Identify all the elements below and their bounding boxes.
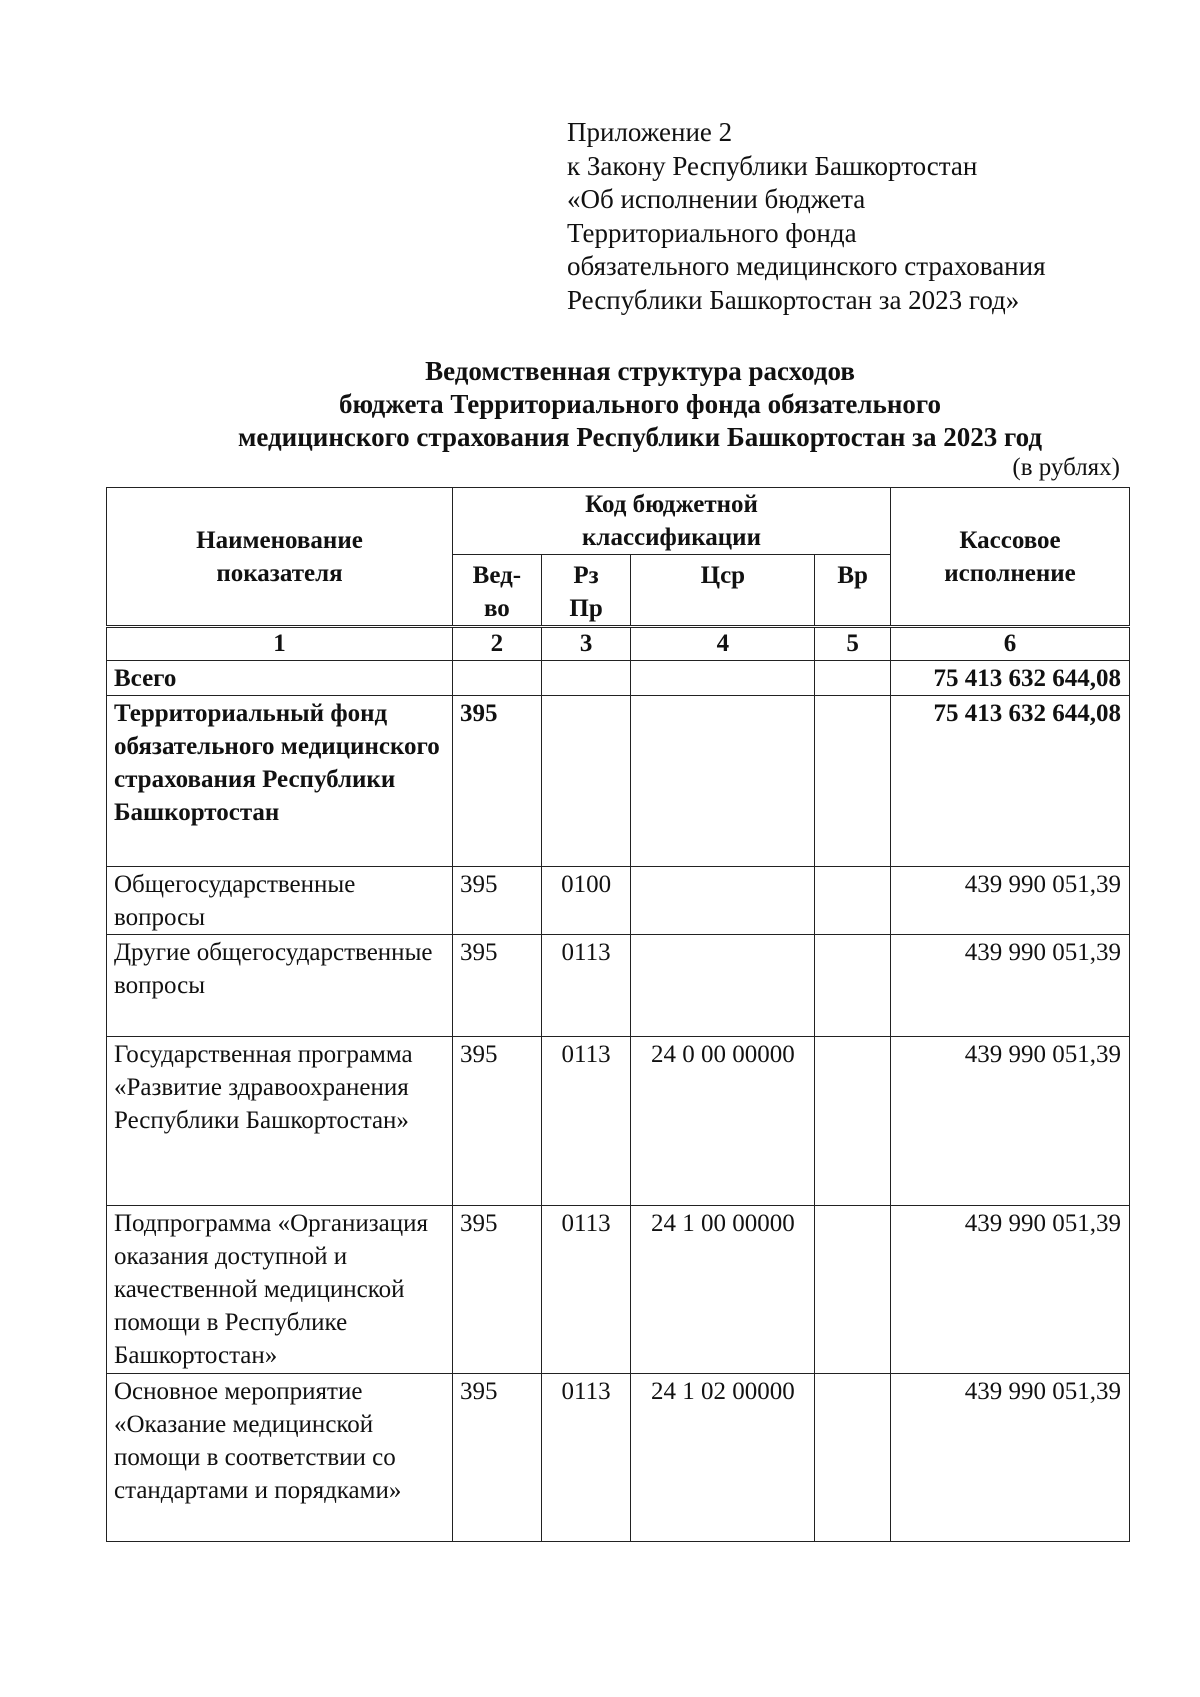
row-rzpr: 0100: [541, 867, 631, 935]
document-title: [100, 355, 1180, 454]
appendix-line: Приложение 2: [567, 117, 733, 147]
row-name: Территориальный фонд обязательного медицинского страхования Республики Башкортостан: [107, 696, 453, 867]
appendix-header: [567, 116, 1046, 317]
row-rzpr: [541, 696, 631, 867]
row-amount: 439 990 051,39: [890, 867, 1129, 935]
table-row: [107, 1037, 1130, 1206]
appendix-line: к Закону Республики Башкортостан: [567, 150, 978, 181]
row-ved: 395: [453, 1037, 542, 1206]
title-line: бюджета Территориального фонда обязательного: [339, 389, 941, 419]
row-name: Подпрограмма «Организация оказания доступной и качественной медицинской помощи в Республике Башкортостан»: [107, 1206, 453, 1374]
row-vr: [815, 1374, 891, 1542]
title-line: медицинского страхования Республики Башкортостан за 2023 год: [237, 422, 1042, 452]
column-numbers-row: [107, 628, 1130, 661]
header-rzpr: Рз Пр: [541, 555, 631, 626]
units-label: (в рублях): [1012, 454, 1120, 481]
row-rzpr: 0113: [541, 1206, 631, 1374]
appendix-line: Территориального фонда: [567, 217, 857, 248]
header-ved: Вед-во: [453, 555, 542, 626]
row-csr: [631, 867, 815, 935]
row-vr: [815, 867, 891, 935]
row-csr: 24 1 02 00000: [631, 1374, 815, 1542]
column-number: 1: [107, 628, 453, 661]
row-name: Основное мероприятие «Оказание медицинской помощи в соответствии со стандартами и порядками»: [107, 1374, 453, 1542]
column-number: 5: [815, 628, 891, 661]
row-ved: 395: [453, 1374, 542, 1542]
row-ved: 395: [453, 696, 542, 867]
header-code-group: Код бюджетной классификации: [453, 488, 891, 555]
header-vr: Вр: [815, 555, 891, 626]
row-vr: [815, 1037, 891, 1206]
row-csr: [631, 661, 815, 696]
row-vr: [815, 935, 891, 1037]
table-row: [107, 1206, 1130, 1374]
row-name: Всего: [107, 661, 453, 696]
header-cash: Кассовое исполнение: [890, 488, 1129, 626]
row-csr: [631, 935, 815, 1037]
title-line: Ведомственная структура расходов: [425, 356, 855, 386]
header-csr: Цср: [631, 555, 815, 626]
column-number: 2: [453, 628, 542, 661]
table-row: [107, 1374, 1130, 1542]
appendix-line: обязательного медицинского страхования: [567, 251, 1046, 281]
row-name: Государственная программа «Развитие здравоохранения Республики Башкортостан»: [107, 1037, 453, 1206]
table-row: [107, 661, 1130, 696]
row-name: Другие общегосударственные вопросы: [107, 935, 453, 1037]
row-amount: 439 990 051,39: [890, 935, 1129, 1037]
row-amount: 439 990 051,39: [890, 1374, 1129, 1542]
table-row: [107, 867, 1130, 935]
row-rzpr: 0113: [541, 1037, 631, 1206]
appendix-line: Республики Башкортостан за 2023 год»: [567, 284, 1020, 315]
row-rzpr: 0113: [541, 1374, 631, 1542]
row-vr: [815, 696, 891, 867]
row-csr: 24 1 00 00000: [631, 1206, 815, 1374]
row-amount: 439 990 051,39: [890, 1206, 1129, 1374]
header-name: Наименование показателя: [107, 488, 453, 626]
row-csr: 24 0 00 00000: [631, 1037, 815, 1206]
column-number: 3: [541, 628, 631, 661]
row-amount: 439 990 051,39: [890, 1037, 1129, 1206]
row-csr: [631, 696, 815, 867]
table-row: [107, 935, 1130, 1037]
row-name: Общегосударственные вопросы: [107, 867, 453, 935]
column-number: 6: [890, 628, 1129, 661]
row-ved: 395: [453, 1206, 542, 1374]
row-amount: 75 413 632 644,08: [890, 661, 1129, 696]
row-amount: 75 413 632 644,08: [890, 696, 1129, 867]
expense-table: [106, 627, 1130, 1542]
row-vr: [815, 1206, 891, 1374]
row-ved: 395: [453, 867, 542, 935]
table-header: [106, 487, 1130, 626]
row-rzpr: [541, 661, 631, 696]
row-rzpr: 0113: [541, 935, 631, 1037]
row-vr: [815, 661, 891, 696]
row-ved: [453, 661, 542, 696]
column-number: 4: [631, 628, 815, 661]
appendix-line: «Об исполнении бюджета: [567, 184, 866, 214]
row-ved: 395: [453, 935, 542, 1037]
table-row: [107, 696, 1130, 867]
